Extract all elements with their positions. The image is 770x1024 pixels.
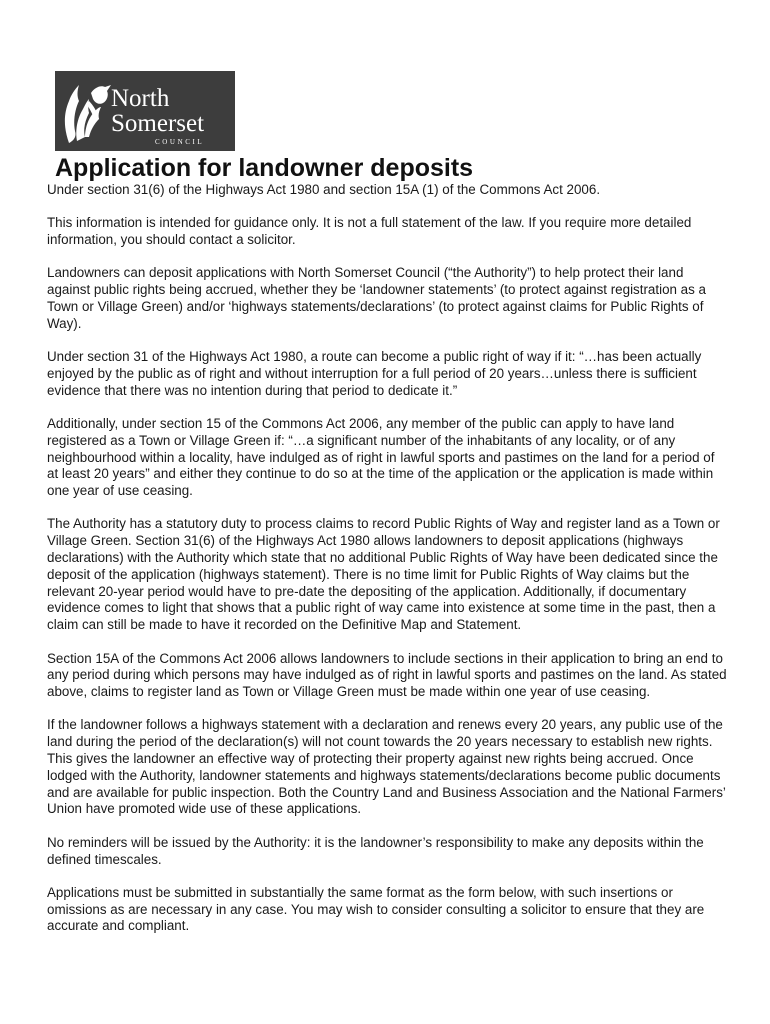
paragraph-deposit-applications: Landowners can deposit applications with North Somerset Council (“the Authority”) to help protect their land against public rights being accrued, whether they be ‘landowner statements’ (to protect against registration as a Town or Village Green) and/or ‘highways statements/declarations’ (to protect against claims for Public Rights of Way). — [47, 265, 706, 331]
paragraph-section-15a: Section 15A of the Commons Act 2006 allows landowners to include sections in their application to bring an end to any period during which persons may have indulged as of right in lawful sports and pastimes on the land. As stated above, claims to register land as Town or Village Green must be made within one year of use ceasing. — [47, 650, 727, 700]
logo-graphic — [55, 71, 235, 151]
paragraph-legal-basis: Under section 31(6) of the Highways Act 1980 and section 15A (1) of the Commons Act 2006. — [47, 182, 601, 197]
paragraph-renewal: If the landowner follows a highways statement with a declaration and renews every 20 years, any public use of the land during the period of the declaration(s) will not count towards the 20 years necessary to establish new rights. This gives the landowner an effective way of protecting their property against new rights being accrued. Once lodged with the Authority, landowner statements and highways statements/declarations become public documents and are available for public inspection. Both the Country Land and Business Association and the National Farmers’ Union have promoted wide use of these applications. — [47, 717, 726, 817]
paragraph-statutory-duty: The Authority has a statutory duty to process claims to record Public Rights of Way and register land as a Town or Village Green. Section 31(6) of the Highways Act 1980 allows landowners to deposit applications (highways declarations) with the Authority which state that no additional Public Rights of Way have been dedicated since the deposit of the application (highways statement). There is no time limit for Public Rights of Way claims but the relevant 20-year period would have to pre-date the depositing of the application. Additionally, if documentary evidence comes to light that shows that a public right of way came into existence at some time in the past, then a claim can still be made to have it recorded on the Definitive Map and Statement. — [47, 516, 720, 633]
document-body — [47, 182, 727, 952]
paragraph-no-reminders: No reminders will be issued by the Authority: it is the landowner’s responsibility to make any deposits within the defined timescales. — [47, 834, 704, 867]
paragraph-commons-act-section-15: Additionally, under section 15 of the Commons Act 2006, any member of the public can apply to have land registered as a Town or Village Green if: “…a significant number of the inhabitants of any locality, or of any neighbourhood within a locality, have indulged as of right in lawful sports and pastimes on the land for a period of at least 20 years” and either they continue to do so at the time of the application or the application is made within one year of use ceasing. — [47, 415, 715, 499]
paragraph-submission-format: Applications must be submitted in substantially the same format as the form below, with such insertions or omissions as are necessary in any case. You may wish to consider consulting a solicitor to ensure that they are accurate and compliant. — [47, 884, 705, 934]
north-somerset-council-logo — [55, 71, 235, 151]
paragraph-guidance-notice: This information is intended for guidance only. It is not a full statement of the law. If you require more detailed information, you should contact a solicitor. — [47, 215, 692, 248]
griffin-emblem-icon — [65, 85, 111, 143]
paragraph-highways-act-section-31: Under section 31 of the Highways Act 1980, a route can become a public right of way if it: “…has been actually enjoyed by the public as of right and without interruption for a full period of 20 years…unless there is sufficient evidence that there was no intention during that period to dedicate it.” — [47, 349, 702, 398]
page-title: Application for landowner deposits — [55, 154, 474, 182]
logo-text-council: COUNCIL — [155, 138, 205, 146]
logo-text-north: North — [111, 85, 170, 112]
logo-text-somerset: Somerset — [111, 110, 205, 137]
